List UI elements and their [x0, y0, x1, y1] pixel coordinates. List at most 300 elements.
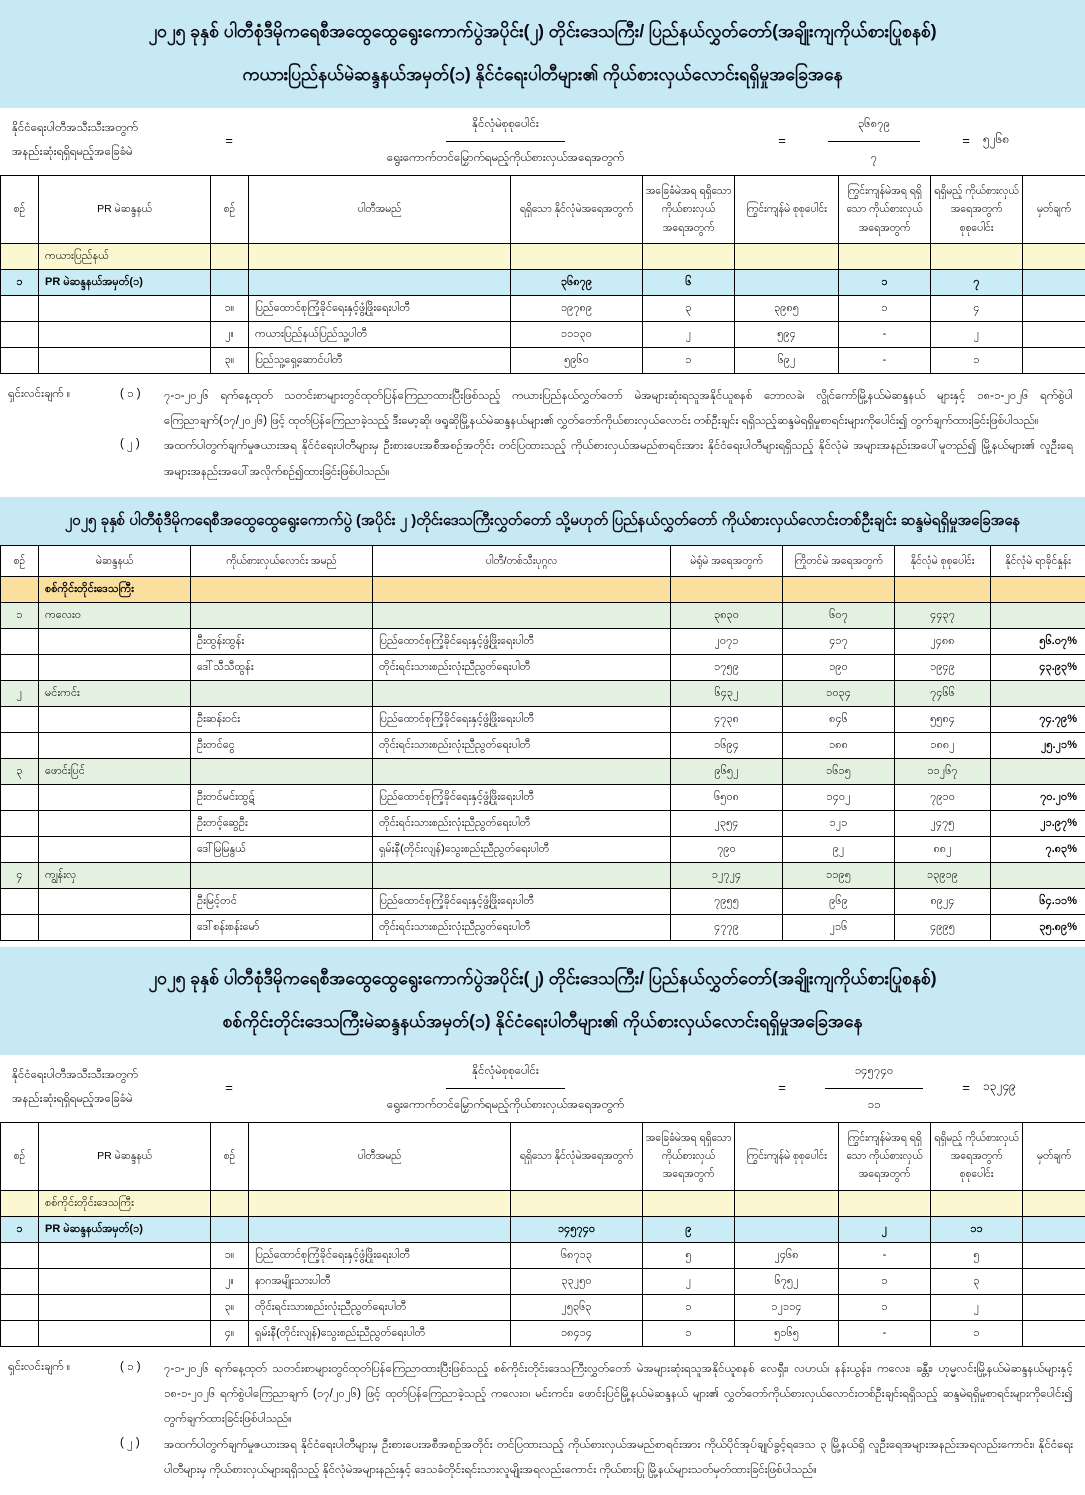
table-cell [191, 602, 373, 628]
table-cell: ၂၄၈၈ [895, 628, 991, 654]
table-cell: ၃၈၃၀ [671, 602, 783, 628]
table-cell: ၁ [643, 347, 735, 373]
table-cell: ရှမ်းနီ(တိုင်းလျန်)သွေးစည်းညီညွတ်ရေးပါတီ [249, 1320, 511, 1346]
formula1-numerator-label: နိုင်လုံမဲစုစုပေါင်း [446, 114, 565, 142]
table-cell [1, 628, 39, 654]
note-number: ( ၁ ) [120, 1357, 164, 1376]
note-item [120, 384, 1075, 435]
equals-sign: = [765, 1080, 799, 1095]
table-cell: ပြည်ထောင်စုကြံ့ခိုင်ရေးနှင့်ဖွံ့ဖြိုးရေးပါတီ [373, 888, 671, 914]
table-cell: PR မဲဆန္ဒနယ်အမှတ်(၁) [39, 269, 211, 295]
table-cell [249, 269, 511, 295]
table-cell: ၂၁၆ [783, 914, 895, 940]
table-cell: ၄၁၇ [783, 628, 895, 654]
table-cell: ၁၄၀၂ [783, 784, 895, 810]
formula2-denominator-value: ၁၁ [868, 1089, 881, 1114]
table-cell: ၁၀၃၄ [783, 680, 895, 706]
table-cell: စစ်ကိုင်းတိုင်းဒေသကြီး [39, 576, 191, 602]
table-cell [1, 888, 39, 914]
table-cell: - [839, 1320, 931, 1346]
table-cell: ၄ [1, 862, 39, 888]
table-cell [511, 243, 643, 269]
table-cell: ကလေးဝ [39, 602, 191, 628]
table-cell: ၇၉၀ [671, 836, 783, 862]
column-header: မှတ်ချက် [1023, 175, 1085, 243]
table-cell: ၂၅.၂၁% [991, 732, 1085, 758]
table-cell: ၄၇၃၈ [671, 706, 783, 732]
table-cell: ၁ [839, 269, 931, 295]
table-cell: ပြည်ထောင်စုကြံ့ခိုင်ရေးနှင့်ဖွံ့ဖြိုးရေးပါတီ [249, 295, 511, 321]
table-cell [1, 295, 39, 321]
table-row [1, 576, 1085, 602]
column-header: ကြွင်းကျန်မဲ စုစုပေါင်း [735, 175, 839, 243]
table-cell [211, 1190, 249, 1216]
table-cell: ၅ [643, 1242, 735, 1268]
table-row [1, 243, 1085, 269]
table-cell: ၁၈၄၁၄ [511, 1320, 643, 1346]
table-cell: ၁၃၉၁၉ [895, 862, 991, 888]
equals-sign: = [765, 133, 799, 148]
table-row [1, 758, 1085, 784]
table-cell: ပြည်သူ့ရှေ့ဆောင်ပါတီ [249, 347, 511, 373]
table-cell: ဦးတင်မင်းထွဋ် [191, 784, 373, 810]
table-cell [839, 243, 931, 269]
table-row [1, 810, 1085, 836]
table-cell [1023, 1320, 1085, 1346]
table-cell: ၂၀၇၁ [671, 628, 783, 654]
table-cell [735, 269, 839, 295]
column-header: အခြေခံမဲအရ ရရှိသော ကိုယ်စားလှယ် အရေအတွက် [643, 1122, 735, 1190]
table-cell: ၂၅၃၆၃ [511, 1294, 643, 1320]
note-item [120, 1433, 1075, 1484]
table-cell [39, 1320, 211, 1346]
table-cell [1, 1190, 39, 1216]
table-row [1, 1242, 1085, 1268]
table-row [1, 706, 1085, 732]
table-row [1, 784, 1085, 810]
table-row [1, 602, 1085, 628]
table-cell [373, 862, 671, 888]
table-cell [249, 243, 511, 269]
table-header-row [1, 1122, 1085, 1190]
table-cell [1023, 295, 1085, 321]
table-cell: ၂ [643, 321, 735, 347]
table-cell: ဒေါ်စန်းစန်းမော် [191, 914, 373, 940]
column-header: PR မဲဆန္ဒနယ် [39, 1122, 211, 1190]
formula2-numerator-label: နိုင်လုံမဲစုစုပေါင်း [446, 1061, 565, 1089]
table-cell: ၄၉၉၅ [895, 914, 991, 940]
table-cell: ၁ [839, 295, 931, 321]
table-cell: ၉၂ [783, 836, 895, 862]
table-cell: ၅၅၈၄ [895, 706, 991, 732]
table-cell: ၁၈၈ [783, 732, 895, 758]
table-cell: ၂ [839, 1216, 931, 1242]
table-cell: ၁ [839, 1268, 931, 1294]
table-cell: ပြည်ထောင်စုကြံ့ခိုင်ရေးနှင့်ဖွံ့ဖြိုးရေးပါတီ [373, 784, 671, 810]
table-cell [211, 243, 249, 269]
table-cell: ကယားပြည်နယ်ပြည်သူ့ပါတီ [249, 321, 511, 347]
table-cell: ၂ [931, 1294, 1023, 1320]
table-row [1, 1216, 1085, 1242]
table-cell [39, 654, 191, 680]
table-cell [671, 576, 783, 602]
table-cell [39, 321, 211, 347]
formula1-label-line1: နိုင်ငံရေးပါတီအသီးသီးအတွက် [12, 116, 212, 140]
table-cell: ဦးတင်ငွေ [191, 732, 373, 758]
formula1-fraction-values [799, 114, 949, 167]
table-cell: ၂၃၅၄ [671, 810, 783, 836]
column-header: မှတ်ချက် [1023, 1122, 1085, 1190]
table-cell [1023, 1190, 1085, 1216]
table-cell [39, 732, 191, 758]
column-header: စဉ် [1, 1122, 39, 1190]
column-header: ရရှိမည့် ကိုယ်စားလှယ် အရေအတွက် စုစုပေါင်း [931, 1122, 1023, 1190]
table-row [1, 269, 1085, 295]
column-header: နိုင်လုံမဲ ရာခိုင်နှုန်း [991, 545, 1085, 576]
table-cell [1, 243, 39, 269]
table-cell [991, 758, 1085, 784]
notes1-label: ရှင်းလင်းချက် ။ [8, 384, 120, 403]
table-cell: ဦးထွန်းထွန်း [191, 628, 373, 654]
note-text: ၇-၁-၂၀၂၆ ရက်နေ့ထုတ် သတင်းစာများတွင်ထုတ်ပြန်ကြေညာထားပြီးဖြစ်သည့် စစ်ကိုင်းတိုင်းဒေသကြီးလွှတ်တော် မဲအများဆုံးရသူအနိုင်ယူစနစ် လေရှီး၊ လဟယ်၊ နန်းယွန်း၊ ကလေး၊ ခန္တီး၊ ဟုမ္မလင်းမြို့နယ်မဲဆန္ဒနယ်များနှင့် ၁၈-၁-၂၀၂၆ ရက်စွဲပါကြေညာချက် (၁၇/၂၀၂၆) ဖြင့် ထုတ်ပြန်ကြေညာခဲ့သည့် ကလေးဝ၊ မင်းကင်း၊ ဖောင်းပြင်မြို့နယ်မဲဆန္ဒနယ် များ၏ လွှတ်တော်ကိုယ်စားလှယ်လောင်းတစ်ဦးချင်းရရှိသည့် ဆန္ဒမဲရရှိမှုစာရင်းများကိုပေါင်း၍ တွက်ချက်ထားခြင်းဖြစ်ပါသည်။ [164, 1357, 1075, 1433]
table-cell [39, 888, 191, 914]
table-cell: ၁၁ [931, 1216, 1023, 1242]
table-row [1, 680, 1085, 706]
formula2-label-line2: အနည်းဆုံးရရှိရမည့်အခြေခံမဲ [12, 1087, 212, 1111]
table-cell: တိုင်းရင်းသားစည်းလုံးညီညွတ်ရေးပါတီ [249, 1294, 511, 1320]
table-cell: ၁ [931, 1320, 1023, 1346]
table-cell [1, 1294, 39, 1320]
table-cell [735, 1216, 839, 1242]
table-cell: ၁ [839, 1294, 931, 1320]
table-cell [39, 347, 211, 373]
table-cell: ၂ [1, 680, 39, 706]
equals-sign: = [212, 1080, 246, 1095]
table-header-row [1, 545, 1085, 576]
table-row [1, 914, 1085, 940]
table-cell: ၃ [931, 1268, 1023, 1294]
table-cell [373, 602, 671, 628]
table-cell: ကယားပြည်နယ် [39, 243, 211, 269]
table-cell: ၁ [931, 347, 1023, 373]
table-cell [211, 269, 249, 295]
table-cell: ပြည်ထောင်စုကြံ့ခိုင်ရေးနှင့်ဖွံ့ဖြိုးရေးပါတီ [373, 706, 671, 732]
table-cell [931, 243, 1023, 269]
table-cell [511, 1190, 643, 1216]
column-header: ရရှိမည့် ကိုယ်စားလှယ် အရေအတွက် စုစုပေါင်း [931, 175, 1023, 243]
table-cell [191, 758, 373, 784]
table-cell: ၆၄၃၂ [671, 680, 783, 706]
table-cell [1, 706, 39, 732]
table-row [1, 1268, 1085, 1294]
table-cell: ၁၁၉၅ [783, 862, 895, 888]
table-cell: ၃။ [211, 347, 249, 373]
table-cell [1, 654, 39, 680]
formula2-denominator-label: ရွေးကောက်တင်မြှောက်ရမည့်ကိုယ်စားလှယ်အရေအတွက် [387, 1089, 624, 1114]
table-cell: - [839, 347, 931, 373]
table-cell: ၆၀၇ [783, 602, 895, 628]
equals-sign: = [949, 133, 983, 148]
note-number: ( ၂ ) [120, 1433, 164, 1452]
notes1-items [120, 384, 1075, 485]
note-text: အထက်ပါတွက်ချက်မှုဇယားအရ နိုင်ငံရေးပါတီများမှ ဦးစားပေးအစီအစဉ်အတိုင်း တင်ပြထားသည့် ကိုယ်စားလှယ်အမည်စာရင်းအား နိုင်ငံရေးပါတီများရရှိသည့် နိုင်လုံမဲ အများအနည်းအပေါ်မူတည်၍ မြို့နယ်များ၏ လူဦးရေအများအနည်းအပေါ်အလိုက်စဉ်၍ထားခြင်းဖြစ်ပါသည်။ [164, 434, 1075, 485]
formula2-fraction-labels [246, 1061, 765, 1114]
column-header: မဲရုံမဲ အရေအတွက် [671, 545, 783, 576]
table-cell [373, 758, 671, 784]
table-cell: ၂ [931, 321, 1023, 347]
table-cell: ၅၁၆၅ [735, 1320, 839, 1346]
table-cell [249, 1216, 511, 1242]
table-cell [1023, 1242, 1085, 1268]
formula2-result: ၁၃၂၄၉ [983, 1078, 1073, 1096]
table-cell: ၄။ [211, 1320, 249, 1346]
table-cell: ၁ [1, 1216, 39, 1242]
column-header: ကြွင်းကျန်မဲအရ ရရှိသော ကိုယ်စားလှယ် အရေအတွက် [839, 1122, 931, 1190]
table-cell: ၉၆၉ [783, 888, 895, 914]
kayah-pr-allocation-table [0, 175, 1085, 374]
table-cell: ဦးမြင့်တင် [191, 888, 373, 914]
table-cell: တိုင်းရင်းသားစည်းလုံးညီညွတ်ရေးပါတီ [373, 914, 671, 940]
table-cell: ၃၆၈၇၉ [511, 269, 643, 295]
equals-sign: = [212, 133, 246, 148]
table-cell [39, 1268, 211, 1294]
table-cell: တိုင်းရင်းသားစည်းလုံးညီညွတ်ရေးပါတီ [373, 810, 671, 836]
column-header: ရရှိသော နိုင်လုံမဲအရေအတွက် [511, 175, 643, 243]
table-cell: ဒေါ်မြမြနွယ် [191, 836, 373, 862]
base-vote-formula-2 [0, 1055, 1085, 1122]
table-row [1, 888, 1085, 914]
table-cell: ၉၆၅၂ [671, 758, 783, 784]
notes2-items [120, 1357, 1075, 1483]
table-cell: ၉ [643, 1216, 735, 1242]
table-row [1, 1294, 1085, 1320]
notes-section-1 [0, 374, 1085, 497]
base-vote-formula-1 [0, 108, 1085, 175]
table-cell [1, 321, 39, 347]
column-header: စဉ် [1, 175, 39, 243]
table-cell: ဒေါ်သီသီထွန်း [191, 654, 373, 680]
table-cell [783, 576, 895, 602]
column-header: ပါတီအမည် [249, 1122, 511, 1190]
section2-title-line1: ၂၀၂၅ ခုနှစ် ပါတီစုံဒီမိုကရေစီအထွေထွေရွေးကောက်ပွဲ (အပိုင်း ၂ )တိုင်းဒေသကြီးလွှတ်တော် သို့မဟုတ် ပြည်နယ်လွှတ်တော် ကိုယ်စားလှယ်လောင်းတစ်ဦးချင်း ဆန္ဒမဲရရှိမှုအခြေအနေ [10, 505, 1075, 537]
table-cell [991, 680, 1085, 706]
table-cell: ၆၇၅၂ [735, 1268, 839, 1294]
column-header: ပါတီအမည် [249, 175, 511, 243]
table-cell: ၂၁.၉၇% [991, 810, 1085, 836]
table-cell [249, 1190, 511, 1216]
formula1-denominator-value: ၇ [871, 142, 877, 167]
table-cell: ၁၁၂၆၇ [895, 758, 991, 784]
table-cell: တိုင်းရင်းသားစည်းလုံးညီညွတ်ရေးပါတီ [373, 732, 671, 758]
column-header: ကြွင်းကျန်မဲအရ ရရှိသော ကိုယ်စားလှယ် အရေအတွက် [839, 175, 931, 243]
table-row [1, 295, 1085, 321]
table-cell: ၁။ [211, 295, 249, 321]
table-cell [1, 576, 39, 602]
table-cell: တိုင်းရင်းသားစည်းလုံးညီညွတ်ရေးပါတီ [373, 654, 671, 680]
formula1-result: ၅၂၆၈ [983, 131, 1073, 149]
table-cell: ရှမ်းနီ(တိုင်းလျန်)သွေးစည်းညီညွတ်ရေးပါတီ [373, 836, 671, 862]
formula2-label-line1: နိုင်ငံရေးပါတီအသီးသီးအတွက် [12, 1063, 212, 1087]
table-cell: ၁၂၇၂၄ [671, 862, 783, 888]
table-cell [1023, 1294, 1085, 1320]
column-header: ကြွင်းကျန်မဲ စုစုပေါင်း [735, 1122, 839, 1190]
table-header-row [1, 175, 1085, 243]
table-cell [1023, 1268, 1085, 1294]
table-row [1, 1190, 1085, 1216]
section2-title [0, 497, 1085, 545]
table-row [1, 321, 1085, 347]
table-cell [735, 1190, 839, 1216]
table-cell: ၁။ [211, 1242, 249, 1268]
column-header: နိုင်လုံမဲ စုစုပေါင်း [895, 545, 991, 576]
table-cell: - [839, 321, 931, 347]
table-cell: ဖောင်းပြင် [39, 758, 191, 784]
table-cell [39, 1242, 211, 1268]
table-cell: ၇ [931, 269, 1023, 295]
table-cell: ၆၄.၁၁% [991, 888, 1085, 914]
table-cell: PR မဲဆန္ဒနယ်အမှတ်(၁) [39, 1216, 211, 1242]
column-header: ရရှိသော နိုင်လုံမဲအရေအတွက် [511, 1122, 643, 1190]
section3-title-line1: ၂၀၂၅ ခုနှစ် ပါတီစုံဒီမိုကရေစီအထွေထွေရွေးကောက်ပွဲအပိုင်း(၂) တိုင်းဒေသကြီး/ ပြည်နယ်လွှတ်တော်(အချိုးကျကိုယ်စားပြုစနစ်) [14, 957, 1071, 1000]
table-row [1, 836, 1085, 862]
table-cell: ပြည်ထောင်စုကြံ့ခိုင်ရေးနှင့်ဖွံ့ဖြိုးရေးပါတီ [373, 628, 671, 654]
note-text: အထက်ပါတွက်ချက်မှုဇယားအရ နိုင်ငံရေးပါတီများမှ ဦးစားပေးအစီအစဉ်အတိုင်း တင်ပြထားသည့် ကိုယ်စားလှယ်အမည်စာရင်းအား ကိုယ်ပိုင်အုပ်ချုပ်ခွင့်ရဒေသ ၃ မြို့နယ်ရှိ လူဦးရေအများအနည်းအရလည်းကောင်း၊ နိုင်ငံရေးပါတီများမှ ကိုယ်စားလှယ်များရရှိသည့် နိုင်လုံမဲအများနည်းနှင့် ဒေသခံတိုင်းရင်းသားလူမျိုးအရလည်းကောင်း ကိုယ်စားပြု မြို့နယ်များသတ်မှတ်ထားခြင်းဖြစ်ပါသည်။ [164, 1433, 1075, 1484]
notes2-label: ရှင်းလင်းချက် ။ [8, 1357, 120, 1376]
table-cell: ၅၆.၀၇% [991, 628, 1085, 654]
formula1-numerator-value: ၃၆၈၇၉ [828, 114, 920, 142]
table-cell [1, 914, 39, 940]
note-number: ( ၁ ) [120, 384, 164, 403]
table-cell: ၄၇၇၉ [671, 914, 783, 940]
table-cell: ၃၅.၈၉% [991, 914, 1085, 940]
table-cell [1023, 347, 1085, 373]
section1-title-line1: ၂၀၂၅ ခုနှစ် ပါတီစုံဒီမိုကရေစီအထွေထွေရွေးကောက်ပွဲအပိုင်း(၂) တိုင်းဒေသကြီး/ ပြည်နယ်လွှတ်တော်(အချိုးကျကိုယ်စားပြုစနစ်) [14, 10, 1071, 53]
table-cell [735, 243, 839, 269]
table-cell: ၂။ [211, 321, 249, 347]
table-cell: ၃ [643, 295, 735, 321]
table-cell: နာဂအမျိုးသားပါတီ [249, 1268, 511, 1294]
table-row [1, 862, 1085, 888]
table-cell: ၁၉၇၈၉ [511, 295, 643, 321]
table-cell: ၄၄၃၇ [895, 602, 991, 628]
table-cell: ၁ [1, 269, 39, 295]
table-cell: ၆ [643, 269, 735, 295]
table-cell: ၅ [931, 1242, 1023, 1268]
table-cell: ၇၄၆၆ [895, 680, 991, 706]
table-row [1, 1320, 1085, 1346]
column-header: ပါတီ/တစ်သီးပုဂ္ဂလ [373, 545, 671, 576]
table-cell [373, 576, 671, 602]
formula1-label [12, 116, 212, 164]
table-cell: ၈၉၂၄ [895, 888, 991, 914]
section3-title [0, 947, 1085, 1055]
table-cell: ၆၈၇၁၃ [511, 1242, 643, 1268]
table-cell: ၁၂၁၁၄ [735, 1294, 839, 1320]
table-cell: ပြည်ထောင်စုကြံ့ခိုင်ရေးနှင့်ဖွံ့ဖြိုးရေးပါတီ [249, 1242, 511, 1268]
note-number: ( ၂ ) [120, 434, 164, 453]
table-cell: ၆၅၀၈ [671, 784, 783, 810]
table-cell [39, 836, 191, 862]
table-cell: ၁ [643, 1320, 735, 1346]
table-cell: ၂၄၇၅ [895, 810, 991, 836]
table-row [1, 654, 1085, 680]
section1-title [0, 0, 1085, 108]
equals-sign: = [949, 1080, 983, 1095]
table-cell: ၁၆၁၅ [783, 758, 895, 784]
column-header: စဉ် [211, 1122, 249, 1190]
table-cell [991, 576, 1085, 602]
table-cell: ၁၁၁၃၀ [511, 321, 643, 347]
section3-title-line2: စစ်ကိုင်းတိုင်းဒေသကြီးမဲဆန္ဒနယ်အမှတ်(၁) နိုင်ငံရေးပါတီများ၏ ကိုယ်စားလှယ်လောင်းရရှိမှုအခြေအနေ [14, 1000, 1071, 1043]
table-cell [373, 680, 671, 706]
table-cell [39, 295, 211, 321]
column-header: စဉ် [211, 175, 249, 243]
table-cell [191, 680, 373, 706]
table-cell: ၆၉၂ [735, 347, 839, 373]
table-cell: ၈၈၂ [895, 836, 991, 862]
table-cell: ၇.၈၃% [991, 836, 1085, 862]
table-cell [39, 628, 191, 654]
formula2-numerator-value: ၁၄၅၇၄၀ [825, 1061, 924, 1089]
table-cell: ၁ [643, 1294, 735, 1320]
table-cell [191, 862, 373, 888]
formula1-denominator-label: ရွေးကောက်တင်မြှောက်ရမည့်ကိုယ်စားလှယ်အရေအတွက် [387, 142, 624, 167]
table-cell [211, 1216, 249, 1242]
table-cell [1, 836, 39, 862]
table-cell [39, 706, 191, 732]
table-cell: ၅၉၄ [735, 321, 839, 347]
table-cell: ၂ [643, 1268, 735, 1294]
table-cell [39, 810, 191, 836]
table-cell: ၁၈၈၂ [895, 732, 991, 758]
table-cell [1, 810, 39, 836]
table-cell: ဦးတင့်ဆွေဦး [191, 810, 373, 836]
table-cell: ၇၉၅၅ [671, 888, 783, 914]
formula2-label [12, 1063, 212, 1111]
table-cell: ဦးဆန်းဝင်း [191, 706, 373, 732]
table-cell [643, 243, 735, 269]
note-item [120, 434, 1075, 485]
table-cell [895, 576, 991, 602]
table-cell [1023, 243, 1085, 269]
table-cell: ၁၄၅၇၄၀ [511, 1216, 643, 1242]
table-cell [191, 576, 373, 602]
notes-section-2 [0, 1347, 1085, 1495]
table-cell [1023, 269, 1085, 295]
table-cell: စစ်ကိုင်းတိုင်းဒေသကြီး [39, 1190, 211, 1216]
table-row [1, 347, 1085, 373]
table-row [1, 628, 1085, 654]
table-cell: ၄၃.၉၃% [991, 654, 1085, 680]
sagaing-candidate-votes-table [0, 545, 1085, 941]
table-cell: ၇၄.၇၉% [991, 706, 1085, 732]
table-cell: ၈၄၆ [783, 706, 895, 732]
section1-title-line2: ကယားပြည်နယ်မဲဆန္ဒနယ်အမှတ်(၁) နိုင်ငံရေးပါတီများ၏ ကိုယ်စားလှယ်လောင်းရရှိမှုအခြေအနေ [14, 53, 1071, 96]
table-cell: ၁၆၉၄ [671, 732, 783, 758]
table-cell: ၃၃၂၅၀ [511, 1268, 643, 1294]
column-header: အခြေခံမဲအရ ရရှိသော ကိုယ်စားလှယ် အရေအတွက် [643, 175, 735, 243]
table-cell: ၁၇၅၉ [671, 654, 783, 680]
table-cell [991, 602, 1085, 628]
table-cell: ၂၄၆၈ [735, 1242, 839, 1268]
table-cell [1, 1242, 39, 1268]
table-cell: ၃။ [211, 1294, 249, 1320]
table-cell [1, 784, 39, 810]
table-cell [839, 1190, 931, 1216]
table-cell [1023, 1216, 1085, 1242]
table-cell: ၃ [1, 758, 39, 784]
column-header: ကြိုတင်မဲ အရေအတွက် [783, 545, 895, 576]
